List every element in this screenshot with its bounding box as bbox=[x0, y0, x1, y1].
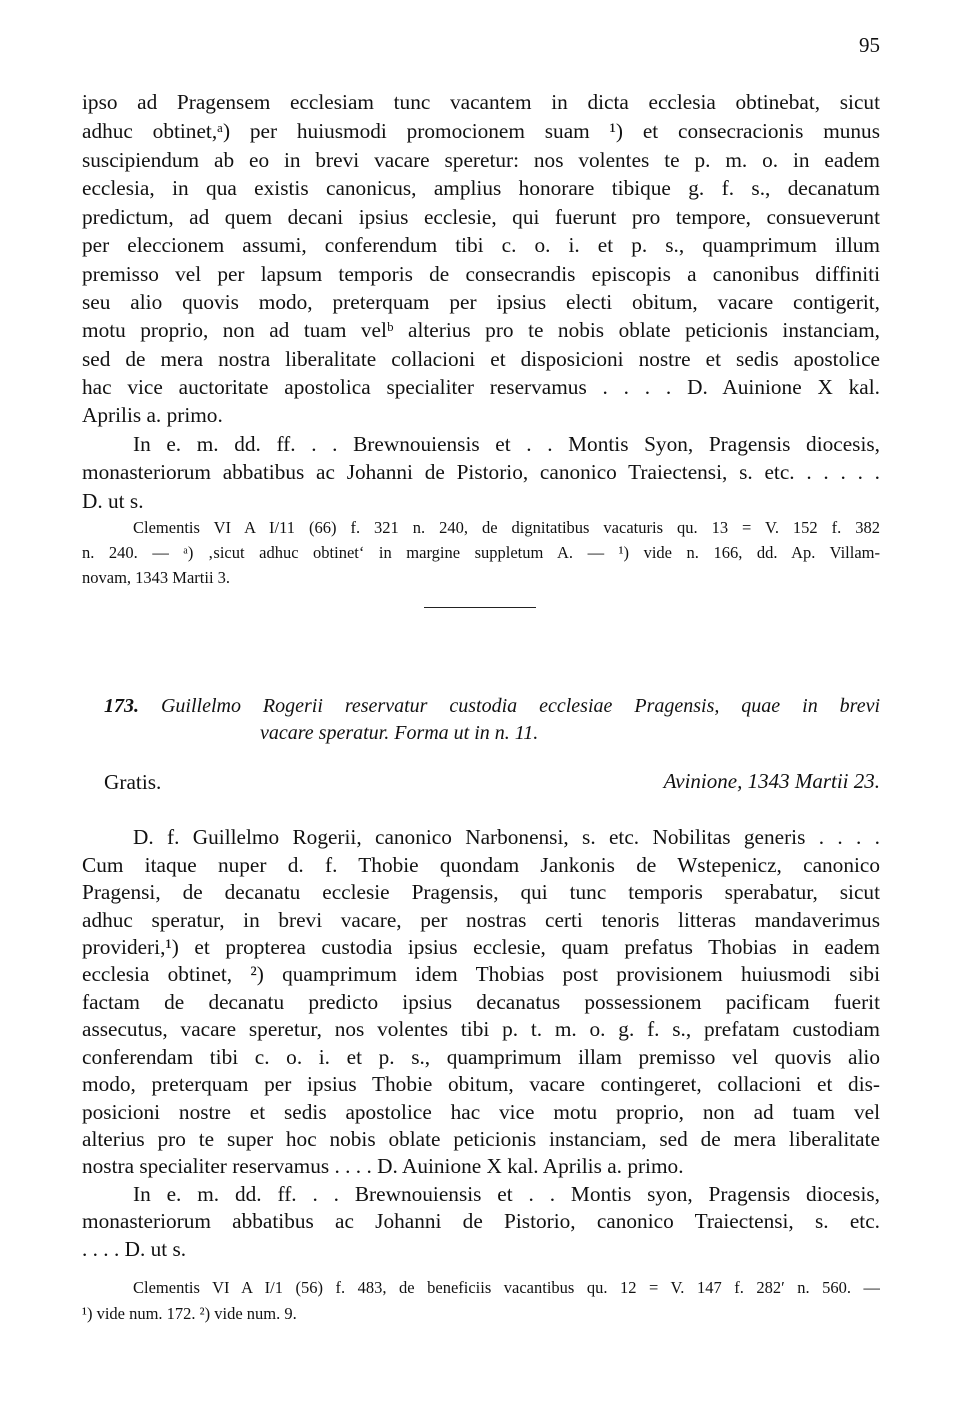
text-line: factam de decanatu predicto ipsius decanatus possessionem pacificam fuerit bbox=[82, 990, 880, 1014]
text-line: ecclesia obtinet, ²) quamprimum idem Thobias post provisionem huiusmodi sibi bbox=[82, 962, 880, 986]
fee-note: Gratis. bbox=[104, 770, 162, 794]
text-line: premisso vel per lapsum temporis de consecrandis episcopis a canonibus diffiniti bbox=[82, 262, 880, 286]
text-line: conferendam tibi c. o. i. et p. s., quamprimum illam premisso vel quovis alio bbox=[82, 1045, 880, 1069]
entry-number: 173. bbox=[104, 695, 139, 717]
text-line: assecutus, vacare speretur, nos volentes tibi p. t. m. o. g. f. s., prefatam custodiam bbox=[82, 1017, 880, 1041]
text-line: D. f. Guillelmo Rogerii, canonico Narbonensi, s. etc. Nobilitas generis . . . . bbox=[133, 825, 880, 849]
text-line: sed de mera nostra liberalitate collacioni et disposicioni nostre et sedis apostolice bbox=[82, 347, 880, 371]
text-line: Cum itaque nuper d. f. Thobie quondam Jankonis de Wstepenicz, canonico bbox=[82, 853, 880, 877]
text-line: seu alio quovis modo, preterquam per ipsius electi obitum, vacare contigerit, bbox=[82, 290, 880, 314]
text-line: monasteriorum abbatibus ac Johanni de Pistorio, canonico Traiectensi, s. etc. . . . . . bbox=[82, 460, 880, 484]
text-line: posicioni nostre et sedis apostolice hac vice motu proprio, non ad tuam vel bbox=[82, 1100, 880, 1124]
text-line: provideri,¹) et propterea custodia ipsius ecclesie, quam prefatus Thobias in eadem bbox=[82, 935, 880, 959]
text-line: ipso ad Pragensem ecclesiam tunc vacantem in dicta ecclesia obtinebat, sicut bbox=[82, 90, 880, 114]
text-line: alterius pro te super hoc nobis oblate peticionis instanciam, sed de mera liberalitate bbox=[82, 1127, 880, 1151]
entry-heading bbox=[104, 693, 880, 719]
text-line: monasteriorum abbatibus ac Johanni de Pistorio, canonico Traiectensi, s. etc. bbox=[82, 1209, 880, 1233]
note-line: Clementis VI A I/11 (66) f. 321 n. 240, de dignitatibus vacaturis qu. 13 = V. 152 f. 382 bbox=[133, 518, 880, 537]
entry-title: Guillelmo Rogerii reservatur custodia ecclesiae Pragensis, quae in brevi bbox=[160, 695, 880, 717]
note-line: n. 240. — ᵃ) ‚sicut adhuc obtinet‘ in margine suppletum A. — ¹) vide n. 166, dd. Ap. Villam- bbox=[82, 543, 880, 562]
text-line: per eleccionem assumi, conferendum tibi c. o. i. et p. s., quamprimum illum bbox=[82, 233, 880, 257]
text-line: motu proprio, non ad tuam velᵇ alterius pro te nobis oblate peticionis instanciam, bbox=[82, 318, 880, 342]
text-line: In e. m. dd. ff. . . Brewnouiensis et . . Montis Syon, Pragensis diocesis, bbox=[133, 432, 880, 456]
note-line: novam, 1343 Martii 3. bbox=[82, 568, 231, 587]
page-number: 95 bbox=[859, 33, 880, 57]
place-date: Avinione, 1343 Martii 23. bbox=[663, 769, 880, 793]
section-divider bbox=[424, 607, 536, 608]
note-line: ¹) vide num. 172. ²) vide num. 9. bbox=[82, 1304, 297, 1323]
text-line: suscipiendum ab eo in brevi vacare speretur: nos volentes te p. m. o. in eadem bbox=[82, 148, 880, 172]
text-line: adhuc obtinet,ᵃ) per huiusmodi promocionem suam ¹) et consecracionis munus bbox=[82, 119, 880, 143]
text-line: predictum, ad quem decani ipsius ecclesie, qui fuerunt pro tempore, consueverunt bbox=[82, 205, 880, 229]
text-line: adhuc speratur, in brevi vacare, per nostras certi tenoris litteras mandaverimus bbox=[82, 908, 880, 932]
text-line: In e. m. dd. ff. . . Brewnouiensis et . . Montis syon, Pragensis diocesis, bbox=[133, 1182, 880, 1206]
entry-title-continued: vacare speratur. Forma ut in n. 11. bbox=[260, 722, 539, 744]
text-line: modo, preterquam per ipsius Thobie obitum, vacare contingeret, collacioni et dis- bbox=[82, 1072, 880, 1096]
text-line: ecclesia, in qua existis canonicus, amplius honorare tibique g. f. s., decanatum bbox=[82, 176, 880, 200]
text-line: hac vice auctoritate apostolica specialiter reservamus . . . . D. Auinione X kal. bbox=[82, 375, 880, 399]
text-line: nostra specialiter reservamus . . . . D. Auinione X kal. Aprilis a. primo. bbox=[82, 1154, 684, 1178]
text-line: . . . . D. ut s. bbox=[82, 1237, 187, 1261]
note-line: Clementis VI A I/1 (56) f. 483, de beneficiis vacantibus qu. 12 = V. 147 f. 282′ n. 560. — bbox=[133, 1278, 880, 1297]
text-line: Aprilis a. primo. bbox=[82, 403, 223, 427]
text-line: Pragensi, de decanatu ecclesie Pragensis, qui tunc temporis sperabatur, sicut bbox=[82, 880, 880, 904]
text-line: D. ut s. bbox=[82, 489, 144, 513]
